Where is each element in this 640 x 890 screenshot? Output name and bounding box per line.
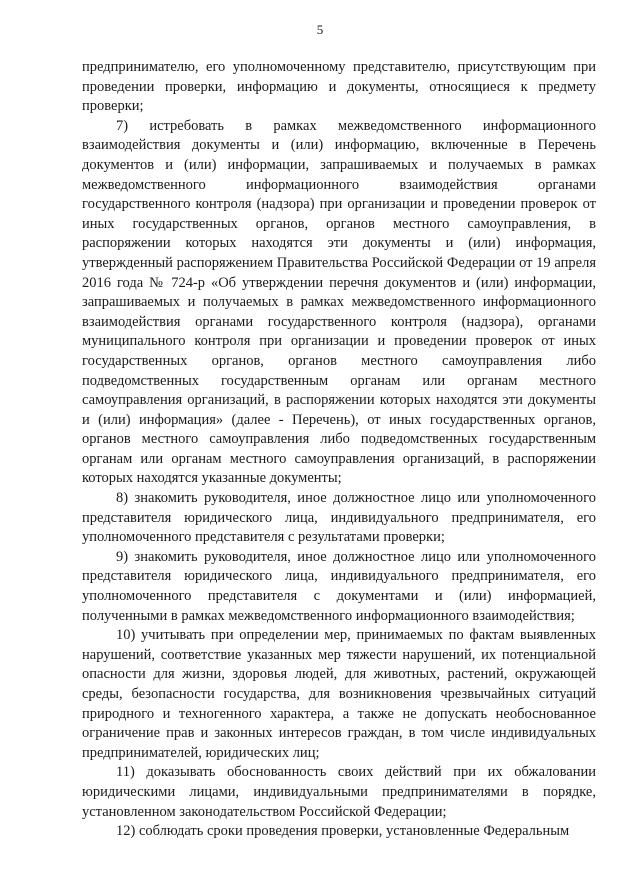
paragraph-item-7: 7) истребовать в рамках межведомственного информационного взаимодействия документы и (или) информацию, включенные в Перечень документов и (или) информации, запрашиваемых и получаемых в рамках межведомственного информационного взаимодействия органами государственного контроля (надзора) при организации и проведении проверок от иных государственных органов, органов местного самоуправления, в распоряжении которых находятся эти документы и (или) информация, утвержденный распоряжением Правительства Российской Федерации от 19 апреля 2016 года № 724-р «Об утверждении перечня документов и (или) информации, запрашиваемых и получаемых в рамках межведомственного информационного взаимодействия органами государственного контроля (надзора), органами муниципального контроля при организации и проведении проверок от иных государственных органов, органов местного самоуправления либо подведомственных государственным органам или органам местного самоуправления организаций, в распоряжении которых находятся эти документы и (или) информация» (далее - Перечень), от иных государственных органов, органов местного самоуправления либо подведомственных государственным органам или органам местного самоуправления организаций, в распоряжении которых находятся указанные документы; xyxy=(82,117,596,487)
paragraph-item-10: 10) учитывать при определении мер, принимаемых по фактам выявленных нарушений, соответствие указанных мер тяжести нарушений, их потенциальной опасности для жизни, здоровья людей, для животных, растений, окружающей среды, безопасности государства, для возникновения чрезвычайных ситуаций природного и техногенного характера, а также не допускать необоснованное ограничение прав и законных интересов граждан, в том числе индивидуальных предпринимателей, юридических лиц; xyxy=(82,627,596,761)
paragraph-item-12: 12) соблюдать сроки проведения проверки, установленные Федеральным xyxy=(116,823,570,840)
page-number: 5 xyxy=(316,22,324,37)
paragraph-item-9: 9) знакомить руководителя, иное должностное лицо или уполномоченного представителя юридического лица, индивидуального предпринимателя, его уполномоченного представителя с документами и (или) информацией, полученными в рамках межведомственного информационного взаимодействия; xyxy=(82,548,596,624)
paragraph-item-8: 8) знакомить руководителя, иное должностное лицо или уполномоченного представителя юридического лица, индивидуального предпринимателя, его уполномоченного представителя с результатами проверки; xyxy=(82,490,596,546)
paragraph-item-11: 11) доказывать обоснованность своих действий при их обжаловании юридическими лицами, индивидуальными предпринимателями в порядке, установленном законодательством Российской Федерации; xyxy=(82,764,596,820)
paragraph-continuation: предпринимателю, его уполномоченному представителю, присутствующим при проведении проверки, информацию и документы, относящиеся к предмету проверки; xyxy=(82,59,596,115)
document-body xyxy=(82,58,596,842)
